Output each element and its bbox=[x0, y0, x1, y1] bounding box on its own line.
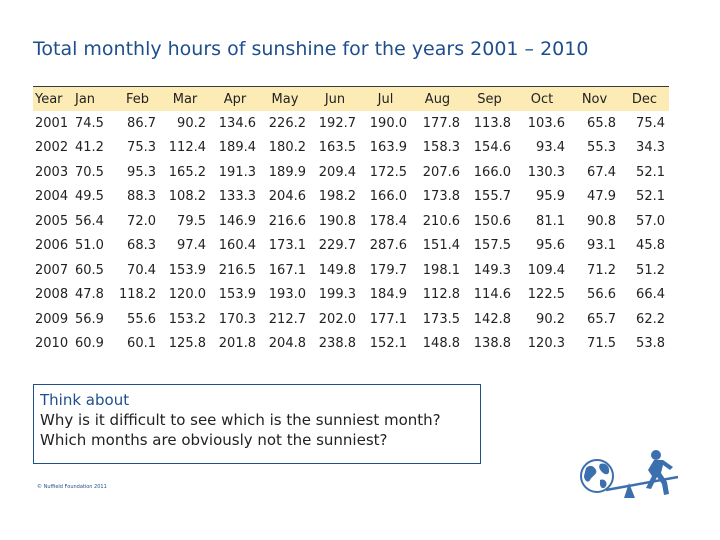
sunshine-value-cell: 190.8 bbox=[318, 213, 356, 229]
year-cell: 2005 bbox=[35, 213, 69, 229]
column-header-sep: Sep bbox=[464, 87, 515, 112]
sunshine-value-cell: 120.0 bbox=[168, 287, 206, 303]
table-row bbox=[33, 185, 669, 210]
sunshine-value-cell: 216.5 bbox=[218, 262, 256, 278]
sunshine-value-cell: 153.2 bbox=[168, 311, 206, 327]
column-header-jun: Jun bbox=[310, 87, 360, 112]
sunshine-value-cell: 177.8 bbox=[422, 115, 460, 131]
sunshine-value-cell: 153.9 bbox=[218, 287, 256, 303]
column-header-aug: Aug bbox=[411, 87, 464, 112]
year-cell: 2010 bbox=[35, 336, 69, 352]
sunshine-value-cell: 177.1 bbox=[369, 311, 407, 327]
column-header-mar: Mar bbox=[160, 87, 210, 112]
sunshine-value-cell: 146.9 bbox=[218, 213, 256, 229]
sunshine-value-cell: 138.8 bbox=[473, 336, 511, 352]
sunshine-value-cell: 163.9 bbox=[369, 140, 407, 156]
year-cell: 2008 bbox=[35, 287, 69, 303]
year-cell: 2001 bbox=[35, 115, 69, 131]
sunshine-value-cell: 51.2 bbox=[636, 262, 665, 278]
sunshine-value-cell: 166.0 bbox=[473, 164, 511, 180]
sunshine-value-cell: 90.2 bbox=[177, 115, 206, 131]
think-question-1: Why is it difficult to see which is the sunniest month? bbox=[40, 411, 441, 429]
sunshine-value-cell: 95.3 bbox=[127, 164, 156, 180]
sunshine-value-cell: 152.1 bbox=[369, 336, 407, 352]
sunshine-value-cell: 155.7 bbox=[473, 189, 511, 205]
sunshine-value-cell: 163.5 bbox=[318, 140, 356, 156]
sunshine-value-cell: 173.1 bbox=[268, 238, 306, 254]
sunshine-value-cell: 160.4 bbox=[218, 238, 256, 254]
sunshine-value-cell: 109.4 bbox=[527, 262, 565, 278]
table-row bbox=[33, 160, 669, 185]
sunshine-value-cell: 149.8 bbox=[318, 262, 356, 278]
sunshine-value-cell: 170.3 bbox=[218, 311, 256, 327]
sunshine-value-cell: 65.7 bbox=[587, 311, 616, 327]
sunshine-value-cell: 209.4 bbox=[318, 164, 356, 180]
table-row bbox=[33, 283, 669, 308]
sunshine-value-cell: 180.2 bbox=[268, 140, 306, 156]
sunshine-value-cell: 56.6 bbox=[587, 287, 616, 303]
sunshine-value-cell: 212.7 bbox=[268, 311, 306, 327]
column-header-nov: Nov bbox=[569, 87, 620, 112]
sunshine-value-cell: 66.4 bbox=[636, 287, 665, 303]
sunshine-value-cell: 81.1 bbox=[536, 213, 565, 229]
sunshine-value-cell: 158.3 bbox=[422, 140, 460, 156]
sunshine-value-cell: 47.9 bbox=[587, 189, 616, 205]
sunshine-value-cell: 204.6 bbox=[268, 189, 306, 205]
sunshine-value-cell: 191.3 bbox=[218, 164, 256, 180]
sunshine-value-cell: 204.8 bbox=[268, 336, 306, 352]
sunshine-value-cell: 154.6 bbox=[473, 140, 511, 156]
column-header-apr: Apr bbox=[210, 87, 260, 112]
sunshine-value-cell: 118.2 bbox=[119, 287, 157, 303]
sunshine-value-cell: 133.3 bbox=[218, 189, 256, 205]
sunshine-value-cell: 88.3 bbox=[127, 189, 156, 205]
sunshine-value-cell: 62.2 bbox=[636, 311, 665, 327]
year-cell: 2003 bbox=[35, 164, 69, 180]
sunshine-value-cell: 165.2 bbox=[168, 164, 206, 180]
sunshine-value-cell: 71.2 bbox=[587, 262, 616, 278]
sunshine-value-cell: 207.6 bbox=[422, 164, 460, 180]
sunshine-value-cell: 166.0 bbox=[369, 189, 407, 205]
sunshine-value-cell: 71.5 bbox=[587, 336, 616, 352]
column-header-jul: Jul bbox=[360, 87, 411, 112]
sunshine-value-cell: 148.8 bbox=[422, 336, 460, 352]
sunshine-value-cell: 157.5 bbox=[473, 238, 511, 254]
sunshine-value-cell: 95.9 bbox=[536, 189, 565, 205]
year-cell: 2004 bbox=[35, 189, 69, 205]
sunshine-value-cell: 52.1 bbox=[636, 189, 665, 205]
sunshine-value-cell: 190.0 bbox=[369, 115, 407, 131]
header-row bbox=[33, 87, 669, 112]
sunshine-value-cell: 189.9 bbox=[268, 164, 306, 180]
sunshine-value-cell: 226.2 bbox=[268, 115, 306, 131]
sunshine-value-cell: 68.3 bbox=[127, 238, 156, 254]
table-row bbox=[33, 234, 669, 259]
sunshine-value-cell: 65.8 bbox=[587, 115, 616, 131]
sunshine-value-cell: 192.7 bbox=[318, 115, 356, 131]
sunshine-value-cell: 198.1 bbox=[422, 262, 460, 278]
sunshine-value-cell: 112.8 bbox=[422, 287, 460, 303]
sunshine-value-cell: 60.9 bbox=[75, 336, 104, 352]
sunshine-value-cell: 67.4 bbox=[587, 164, 616, 180]
sunshine-table bbox=[33, 86, 669, 356]
sunshine-value-cell: 60.1 bbox=[127, 336, 156, 352]
sunshine-value-cell: 51.0 bbox=[75, 238, 104, 254]
sunshine-value-cell: 210.6 bbox=[422, 213, 460, 229]
sunshine-value-cell: 112.4 bbox=[168, 140, 206, 156]
sunshine-value-cell: 149.3 bbox=[473, 262, 511, 278]
sunshine-value-cell: 199.3 bbox=[318, 287, 356, 303]
sunshine-value-cell: 90.2 bbox=[536, 311, 565, 327]
sunshine-value-cell: 113.8 bbox=[473, 115, 511, 131]
sunshine-value-cell: 72.0 bbox=[127, 213, 156, 229]
year-cell: 2002 bbox=[35, 140, 69, 156]
sunshine-value-cell: 238.8 bbox=[318, 336, 356, 352]
sunshine-value-cell: 49.5 bbox=[75, 189, 104, 205]
sunshine-value-cell: 103.6 bbox=[527, 115, 565, 131]
sunshine-value-cell: 79.5 bbox=[177, 213, 206, 229]
sunshine-value-cell: 120.3 bbox=[527, 336, 565, 352]
table-header bbox=[33, 87, 669, 112]
sunshine-value-cell: 125.8 bbox=[168, 336, 206, 352]
sunshine-value-cell: 216.6 bbox=[268, 213, 306, 229]
sunshine-value-cell: 60.5 bbox=[75, 262, 104, 278]
sunshine-value-cell: 93.4 bbox=[536, 140, 565, 156]
sunshine-value-cell: 184.9 bbox=[369, 287, 407, 303]
table-row bbox=[33, 258, 669, 283]
column-header-oct: Oct bbox=[515, 87, 569, 112]
sunshine-value-cell: 90.8 bbox=[587, 213, 616, 229]
sunshine-value-cell: 114.6 bbox=[473, 287, 511, 303]
sunshine-value-cell: 55.3 bbox=[587, 140, 616, 156]
sunshine-value-cell: 193.0 bbox=[268, 287, 306, 303]
sunshine-value-cell: 75.3 bbox=[127, 140, 156, 156]
sunshine-value-cell: 52.1 bbox=[636, 164, 665, 180]
sunshine-value-cell: 189.4 bbox=[218, 140, 256, 156]
sunshine-value-cell: 198.2 bbox=[318, 189, 356, 205]
sunshine-value-cell: 75.4 bbox=[636, 115, 665, 131]
column-header-year: Year bbox=[33, 87, 69, 112]
sunshine-value-cell: 173.5 bbox=[422, 311, 460, 327]
sunshine-value-cell: 95.6 bbox=[536, 238, 565, 254]
think-heading: Think about bbox=[40, 391, 130, 409]
sunshine-value-cell: 70.5 bbox=[75, 164, 104, 180]
sunshine-value-cell: 153.9 bbox=[168, 262, 206, 278]
table-body bbox=[33, 111, 669, 356]
column-header-dec: Dec bbox=[620, 87, 669, 112]
year-cell: 2007 bbox=[35, 262, 69, 278]
sunshine-value-cell: 70.4 bbox=[127, 262, 156, 278]
table-row bbox=[33, 209, 669, 234]
page-title: Total monthly hours of sunshine for the years 2001 – 2010 bbox=[33, 38, 589, 60]
column-header-jan: Jan bbox=[69, 87, 115, 112]
sunshine-value-cell: 287.6 bbox=[369, 238, 407, 254]
sunshine-value-cell: 142.8 bbox=[473, 311, 511, 327]
column-header-may: May bbox=[260, 87, 310, 112]
table-row bbox=[33, 307, 669, 332]
sunshine-value-cell: 55.6 bbox=[127, 311, 156, 327]
sunshine-value-cell: 150.6 bbox=[473, 213, 511, 229]
sunshine-value-cell: 172.5 bbox=[369, 164, 407, 180]
sunshine-value-cell: 202.0 bbox=[318, 311, 356, 327]
table-row bbox=[33, 111, 669, 136]
sunshine-value-cell: 86.7 bbox=[127, 115, 156, 131]
column-header-feb: Feb bbox=[115, 87, 160, 112]
sunshine-value-cell: 97.4 bbox=[177, 238, 206, 254]
sunshine-value-cell: 134.6 bbox=[218, 115, 256, 131]
sunshine-value-cell: 47.8 bbox=[75, 287, 104, 303]
think-question-2: Which months are obviously not the sunniest? bbox=[40, 431, 388, 449]
copyright-notice: © Nuffield Foundation 2011 bbox=[37, 484, 107, 490]
globe-lever-figure-icon bbox=[578, 446, 682, 506]
sunshine-value-cell: 108.2 bbox=[168, 189, 206, 205]
sunshine-value-cell: 130.3 bbox=[527, 164, 565, 180]
sunshine-value-cell: 179.7 bbox=[369, 262, 407, 278]
sunshine-value-cell: 201.8 bbox=[218, 336, 256, 352]
think-about-box bbox=[33, 384, 481, 464]
sunshine-value-cell: 74.5 bbox=[75, 115, 104, 131]
sunshine-value-cell: 45.8 bbox=[636, 238, 665, 254]
sunshine-value-cell: 56.9 bbox=[75, 311, 104, 327]
sunshine-value-cell: 151.4 bbox=[422, 238, 460, 254]
sunshine-value-cell: 56.4 bbox=[75, 213, 104, 229]
sunshine-value-cell: 178.4 bbox=[369, 213, 407, 229]
sunshine-value-cell: 57.0 bbox=[636, 213, 665, 229]
sunshine-value-cell: 167.1 bbox=[268, 262, 306, 278]
sunshine-value-cell: 34.3 bbox=[636, 140, 665, 156]
sunshine-value-cell: 93.1 bbox=[587, 238, 616, 254]
sunshine-value-cell: 122.5 bbox=[527, 287, 565, 303]
sunshine-value-cell: 173.8 bbox=[422, 189, 460, 205]
table-row bbox=[33, 332, 669, 357]
year-cell: 2006 bbox=[35, 238, 69, 254]
sunshine-value-cell: 53.8 bbox=[636, 336, 665, 352]
year-cell: 2009 bbox=[35, 311, 69, 327]
sunshine-value-cell: 229.7 bbox=[318, 238, 356, 254]
table-row bbox=[33, 136, 669, 161]
sunshine-value-cell: 41.2 bbox=[75, 140, 104, 156]
